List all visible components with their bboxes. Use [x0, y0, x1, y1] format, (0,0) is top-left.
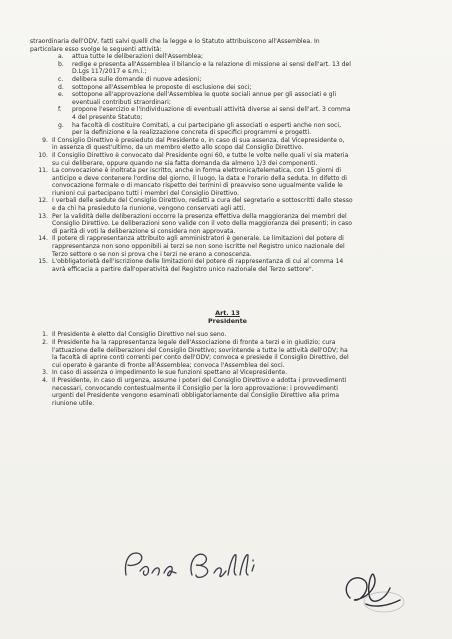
activity-g: g. ha facoltà di costituire Comitati, a cui partecipano gli associati o esperti anche non soci, per la definizione e la realizzazione concreta di specifici programmi e progetti. [58, 121, 342, 137]
activity-a: a. attua tutte le deliberazioni dell'Assemblea; [58, 53, 204, 61]
section-gap-2 [30, 291, 425, 309]
clause-11: 11. La convocazione è inoltrata per iscritto, anche in forma elettronica/telematica, con 15 giorni di anticipo e deve contenere l'ordine del giorno, il luogo, la data e l'orario della seduta. In difetto di convocazione formale o di mancato rispetto dei termini di preavviso sono ugualmente valide le riunioni cui partecipano tutti i membri del Consiglio Direttivo. [38, 167, 347, 197]
continuation-line-2: particolare esso svolge le seguenti attività: [30, 45, 162, 53]
document-body [30, 38, 425, 407]
president-clause-4: 4. Il Presidente, in caso di urgenza, assume i poteri del Consiglio Direttivo e adotta i provvedimenti necessari, convocando contestualmente il Consiglio per la loro approvazione: i provvedimenti urgenti del Presidente vengono esaminati obbligatoriamente dal Consiglio Direttivo alla prima riunione utile. [42, 376, 347, 407]
activity-b: b. redige e presenta all'Assemblea il bilancio e la relazione di missione ai sensi dell'art. 13 del D.Lgs 117/2017 e s.m.i.; [58, 60, 351, 76]
president-clauses-list [30, 331, 425, 407]
activity-e: e. sottopone all'approvazione dell'Assemblea le quote sociali annue per gli associati e gli eventuali contributi straordinari; [58, 91, 337, 106]
activities-list [30, 53, 425, 137]
clause-9: 9. Il Consiglio Direttivo è presieduto dal Presidente o, in caso di sua assenza, dal Vicepresidente o, in assenza di quest'ultimo, da un membro eletto allo scopo dal Consiglio Direttivo. [42, 136, 345, 152]
president-clause-2: 2. Il Presidente ha la rappresentanza legale dell'Associazione di fronte a terzi e in giudizio; cura l'attuazione delle deliberazioni del Consiglio Direttivo; sovrintende a tutte le attività dell'ODV; ha la facoltà di aprire conti correnti per conto dell'ODV; convoca e presiede il Consiglio Direttivo, del cui operato è garante di fronte all'Assemblea; convoca l'Assemblea dei soci. [42, 339, 349, 369]
signature-1 [118, 545, 268, 585]
section-gap [30, 273, 425, 291]
president-clause-3: 3. In caso di assenza o impedimento le sue funzioni spettano al Vicepresidente. [42, 369, 288, 377]
article-number: Art. 13 [215, 309, 240, 318]
activity-d: d. sottopone all'Assemblea le proposte di esclusione dei soci; [58, 83, 252, 91]
clause-10: 10. Il Consiglio Direttivo è convocato dal Presidente ogni 60, e tutte le volte nelle quali vi sia materia su cui deliberare, oppure quando ne sia fatta domanda da almeno 1/3 dei componenti. [38, 151, 349, 167]
clause-15: 15. L'obbligatorietà dell'iscrizione delle limitazioni del potere di rappresentanza di cui al comma 14 avrà efficacia a partire dall'operatività del Registro unico nazionale del Terzo settore". [38, 258, 344, 273]
clause-13: 13. Per la validità delle deliberazioni occorre la presenza effettiva della maggioranza dei membri del Consiglio Direttivo. Le deliberazioni sono valide con il voto della maggioranza dei presenti; in caso di parità di voti la deliberazione si considera non approvata. [38, 212, 353, 235]
article-title: Presidente [207, 317, 247, 326]
continuation-line-1: straordinaria dell'ODV, fatti salvi quelli che la legge e lo Statuto attribuiscono all'Assemblea. In [30, 38, 320, 45]
clause-14: 14. Il potere di rappresentanza attribuito agli amministratori è generale. Le limitazioni del potere di rappresentanza non sono opponibili ai terzi se non sono iscritte nel Registro unico nazionale del Terzo settore o se non si prova che i terzi ne erano a conoscenza. [38, 235, 345, 258]
activity-c: c. delibera sulle domande di nuove adesioni; [58, 75, 202, 83]
signature-2 [330, 558, 410, 618]
president-clause-1: 1. Il Presidente è eletto dal Consiglio Direttivo nel suo seno. [42, 331, 227, 339]
activity-f: f. propone l'esercizio e l'individuazione di eventuali attività diverse ai sensi dell'art. 3 comma 4 del presente Statuto; [58, 106, 351, 121]
clauses-list [30, 137, 425, 274]
clause-12: 12. I verbali delle sedute del Consiglio Direttivo, redatti a cura del segretario e sottoscritti dallo stesso e da chi ha presieduto la riunione, vengono conservati agli atti. [38, 197, 353, 213]
